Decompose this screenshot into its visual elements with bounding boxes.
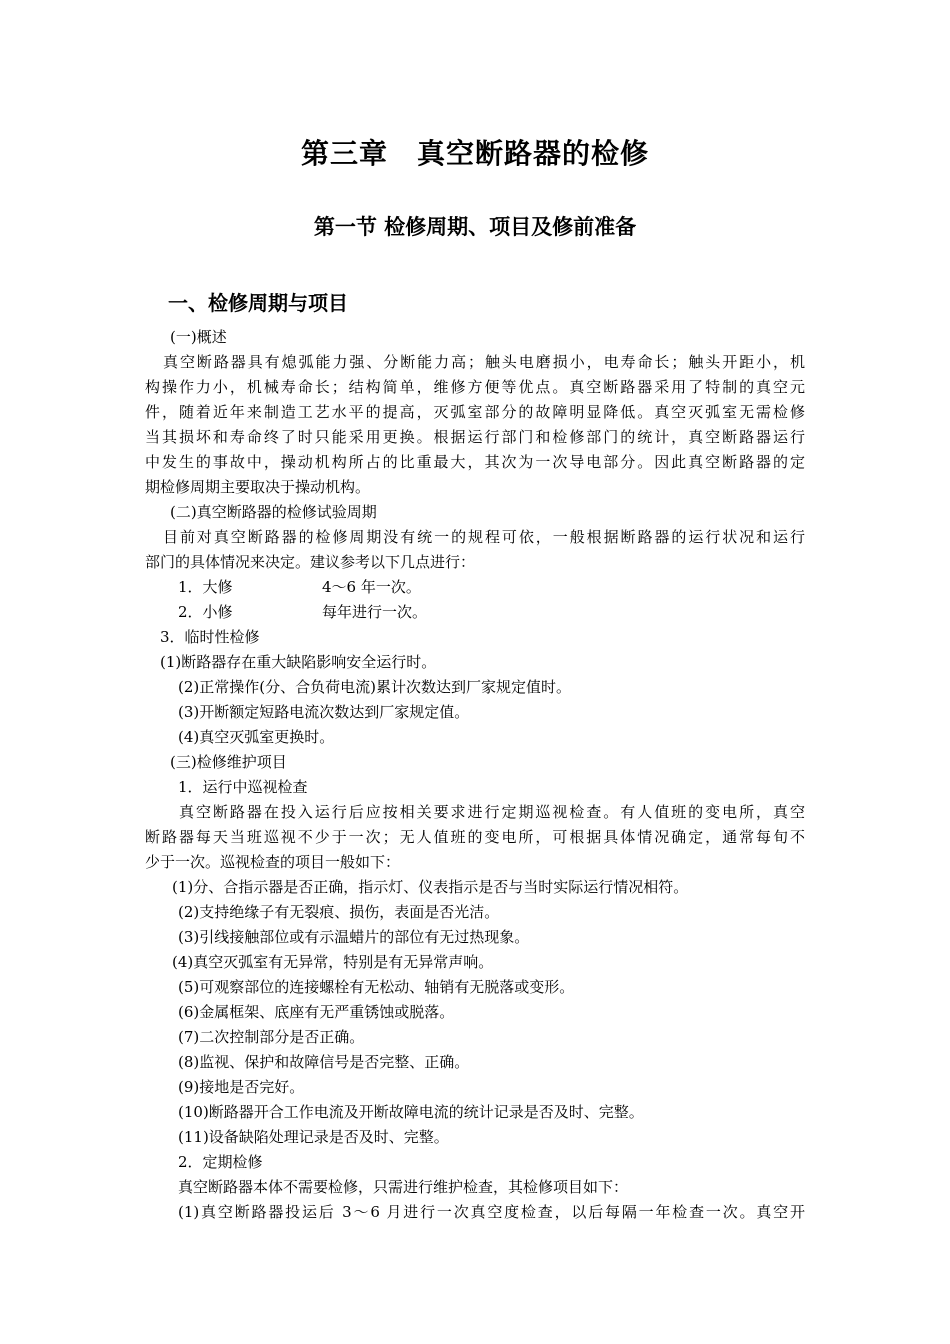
list-item: (1)分、合指示器是否正确，指示灯、仪表指示是否与当时实际运行情况相符。	[172, 878, 689, 896]
subsection-title: 一、检修周期与项目	[168, 291, 348, 315]
list-item-value: 4～6 年一次。	[322, 578, 421, 596]
list-item: (3)开断额定短路电流次数达到厂家规定值。	[178, 703, 470, 721]
list-item: (2)支持绝缘子有无裂痕、损伤，表面是否光洁。	[178, 903, 500, 921]
body-line: 部门的具体情况来决定。建议参考以下几点进行：	[145, 553, 476, 571]
list-item: (8)监视、保护和故障信号是否完整、正确。	[178, 1053, 470, 1071]
list-item: (4)真空灭弧室更换时。	[178, 728, 335, 746]
body-line: 断路器每天当班巡视不少于一次；无人值班的变电所，可根据具体情况确定，通常每旬不	[145, 828, 805, 846]
heading-maintenance-items: (三)检修维护项目	[170, 753, 287, 771]
body-line: 期检修周期主要取决于操动机构。	[145, 478, 371, 496]
list-item: (11)设备缺陷处理记录是否及时、完整。	[178, 1128, 449, 1146]
list-item-label: 1．大修	[178, 578, 233, 596]
body-line: 件，随着近年来制造工艺水平的提高，灭弧室部分的故障明显降低。真空灭弧室无需检修	[145, 403, 805, 421]
list-item: 2．定期检修	[178, 1153, 263, 1171]
list-item: (10)断路器开合工作电流及开断故障电流的统计记录是否及时、完整。	[178, 1103, 644, 1121]
body-line: 少于一次。巡视检查的项目一般如下：	[145, 853, 401, 871]
list-item: (1)真空断路器投运后 3～6 月进行一次真空度检查，以后每隔一年检查一次。真空开	[178, 1203, 805, 1221]
list-item-value: 每年进行一次。	[322, 603, 428, 621]
body-line: 当其损坏和寿命终了时只能采用更换。根据运行部门和检修部门的统计，真空断路器运行	[145, 428, 805, 446]
body-line: 真空断路器在投入运行后应按相关要求进行定期巡视检查。有人值班的变电所，真空	[179, 803, 805, 821]
list-item: (5)可观察部位的连接螺栓有无松动、轴销有无脱落或变形。	[178, 978, 575, 996]
list-item: (2)正常操作(分、合负荷电流)累计次数达到厂家规定值时。	[178, 678, 571, 696]
list-item: (9)接地是否完好。	[178, 1078, 305, 1096]
list-item: (1)断路器存在重大缺陷影响安全运行时。	[160, 653, 437, 671]
heading-overview: (一)概述	[170, 328, 227, 346]
chapter-title: 第三章 真空断路器的检修	[300, 137, 649, 170]
body-line: 真空断路器具有熄弧能力强、分断能力高；触头电磨损小，电寿命长；触头开距小，机	[163, 353, 805, 371]
section-title: 第一节 检修周期、项目及修前准备	[313, 215, 637, 239]
body-line: 真空断路器本体不需要检修，只需进行维护检查，其检修项目如下：	[178, 1178, 629, 1196]
body-line: 中发生的事故中，操动机构所占的比重最大，其次为一次导电部分。因此真空断路器的定	[145, 453, 805, 471]
list-item: (4)真空灭弧室有无异常，特别是有无异常声响。	[172, 953, 494, 971]
list-item: 3．临时性检修	[160, 628, 260, 646]
list-item: (3)引线接触部位或有示温蜡片的部位有无过热现象。	[178, 928, 530, 946]
list-item: (6)金属框架、底座有无严重锈蚀或脱落。	[178, 1003, 455, 1021]
body-line: 构操作力小，机械寿命长；结构简单，维修方便等优点。真空断路器采用了特制的真空元	[145, 378, 805, 396]
list-item: 1．运行中巡视检查	[178, 778, 308, 796]
list-item-label: 2．小修	[178, 603, 233, 621]
heading-inspection-cycle: (二)真空断路器的检修试验周期	[170, 503, 377, 521]
body-line: 目前对真空断路器的检修周期没有统一的规程可依，一般根据断路器的运行状况和运行	[163, 528, 805, 546]
list-item: (7)二次控制部分是否正确。	[178, 1028, 365, 1046]
